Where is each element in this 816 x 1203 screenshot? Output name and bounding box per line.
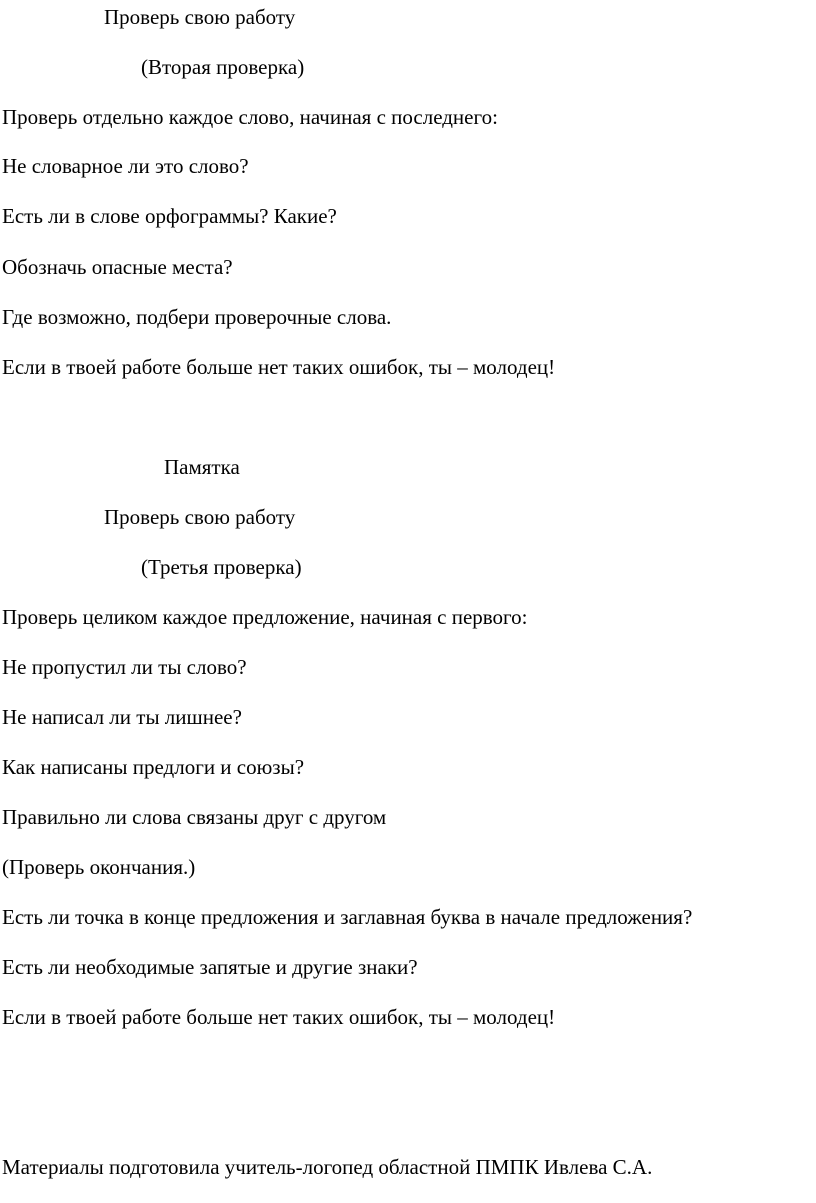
section1-item: Не словарное ли это слово? (2, 154, 249, 178)
section2-item: (Проверь окончания.) (2, 855, 196, 879)
section2-title: Проверь свою работу (104, 505, 296, 529)
section2-intro: Проверь целиком каждое предложение, начиная с первого: (2, 605, 528, 629)
section2-subtitle: (Третья проверка) (141, 555, 302, 579)
section1-item: Где возможно, подбери проверочные слова. (2, 305, 392, 329)
section2-item: Правильно ли слова связаны друг с другом (2, 805, 387, 829)
section2-item: Есть ли точка в конце предложения и заглавная буква в начале предложения? (2, 905, 693, 929)
section2-closing: Если в твоей работе больше нет таких ошибок, ты – молодец! (2, 1005, 556, 1029)
section2-item: Как написаны предлоги и союзы? (2, 755, 305, 779)
footer-credits: Материалы подготовила учитель-логопед областной ПМПК Ивлева С.А. (2, 1155, 653, 1179)
section1-item: Обозначь опасные места? (2, 255, 233, 279)
section1-intro: Проверь отдельно каждое слово, начиная с последнего: (2, 105, 498, 129)
section2-item: Не написал ли ты лишнее? (2, 705, 242, 729)
section2-heading: Памятка (164, 455, 240, 479)
section1-title: Проверь свою работу (104, 5, 296, 29)
section1-closing: Если в твоей работе больше нет таких ошибок, ты – молодец! (2, 355, 556, 379)
section1-item: Есть ли в слове орфограммы? Какие? (2, 204, 337, 228)
section2-item: Есть ли необходимые запятые и другие знаки? (2, 955, 418, 979)
section2-item: Не пропустил ли ты слово? (2, 655, 247, 679)
section1-subtitle: (Вторая проверка) (141, 55, 305, 79)
